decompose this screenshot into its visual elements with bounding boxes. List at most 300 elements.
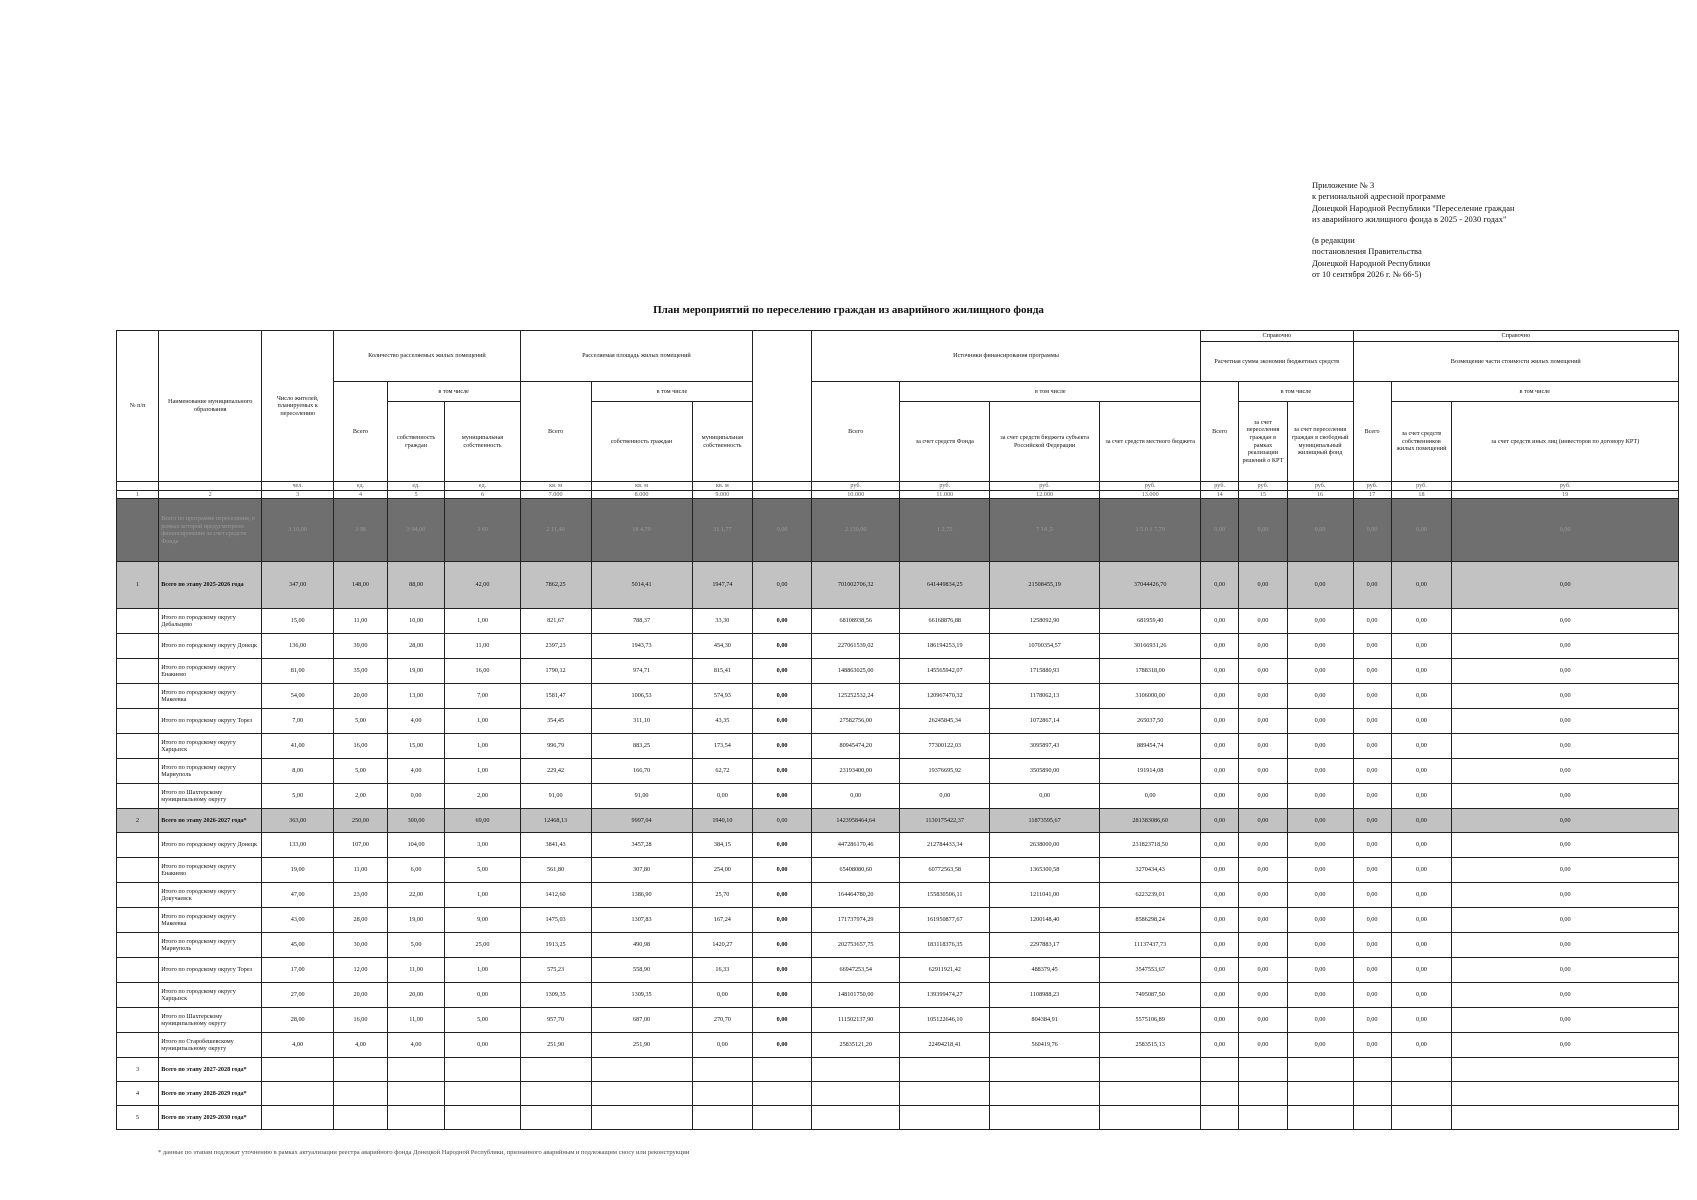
table-cell: 1006,53 xyxy=(591,684,692,709)
table-cell: 0,00 xyxy=(753,809,812,833)
table-cell: 12468,13 xyxy=(520,809,591,833)
footnote: * данные по этапам подлежат уточнению в рамках актуализации реестра аварийного фонда Донецкой Народной Республики, признанного аварийным и подлежащим сносу или реконструкции xyxy=(158,1149,690,1156)
table-cell: 148101750,00 xyxy=(811,983,900,1008)
row-label: Всего по этапу 2026-2027 года* xyxy=(159,809,262,833)
document-title: План мероприятий по переселению граждан из аварийного жилищного фонда xyxy=(653,304,1044,316)
table-cell: 6,00 xyxy=(387,858,445,883)
table-cell: 0,00 xyxy=(1201,784,1239,809)
table-cell: 996,79 xyxy=(520,734,591,759)
table-cell: 5,00 xyxy=(387,933,445,958)
table-cell: 0,00 xyxy=(1353,858,1391,883)
table-cell: 125252532,24 xyxy=(811,684,900,709)
table-cell: 1307,83 xyxy=(591,908,692,933)
table-cell: 12,00 xyxy=(334,958,388,983)
table-cell: 7,00 xyxy=(445,684,520,709)
header-area-owned: собственность граждан xyxy=(591,402,692,482)
column-number-cell: 7.000 xyxy=(520,490,591,499)
header-finance-group: Источники финансирования программы xyxy=(811,331,1200,382)
table-cell: 0,00 xyxy=(753,709,812,734)
table-cell: 148863025,00 xyxy=(811,659,900,684)
table-cell xyxy=(900,1058,990,1082)
empty-stage-row xyxy=(117,1106,1679,1130)
table-cell: 0,00 xyxy=(1391,883,1452,908)
table-cell: 0,00 xyxy=(1452,809,1679,833)
table-cell: 3 60 xyxy=(445,499,520,562)
table-cell xyxy=(1239,1106,1287,1130)
column-number-cell: 6 xyxy=(445,490,520,499)
column-number-cell: 3 xyxy=(262,490,334,499)
table-cell: 212784433,34 xyxy=(900,833,990,858)
table-cell: 0,00 xyxy=(1201,809,1239,833)
header-subject-budget: за счет средств бюджета субъекта Российской Федерации xyxy=(990,402,1100,482)
table-cell xyxy=(334,1082,388,1106)
table-cell: 1943,73 xyxy=(591,634,692,659)
units-cell: руб. xyxy=(1100,482,1201,491)
row-label: Итого по городскому округу Макеевка xyxy=(159,684,262,709)
table-cell: 0,00 xyxy=(1287,983,1353,1008)
table-cell: 120967470,32 xyxy=(900,684,990,709)
table-cell: 1715880,93 xyxy=(990,659,1100,684)
table-cell: 7 14 ,5 xyxy=(990,499,1100,562)
header-calc-krt: за счет переселения граждан в рамках реализации решений о КРТ xyxy=(1239,402,1287,482)
table-cell: 1 2,75 xyxy=(900,499,990,562)
table-cell: 815,41 xyxy=(692,659,753,684)
units-cell: ед. xyxy=(334,482,388,491)
table-cell: 1412,60 xyxy=(520,883,591,908)
row-label: Итого по Шахтерскому муниципальному округу xyxy=(159,784,262,809)
units-cell: руб. xyxy=(1287,482,1353,491)
table-cell: 5,00 xyxy=(334,759,388,784)
table-cell: 16,00 xyxy=(445,659,520,684)
header-row-1 xyxy=(117,331,1679,342)
row-num-cell xyxy=(117,709,159,734)
units-cell: руб. xyxy=(1239,482,1287,491)
grand-total-row xyxy=(117,499,1679,562)
table-cell: 0,00 xyxy=(1287,709,1353,734)
table-cell xyxy=(1100,1058,1201,1082)
table-cell: 5014,41 xyxy=(591,562,692,609)
units-cell: руб. xyxy=(1452,482,1679,491)
table-cell xyxy=(520,1082,591,1106)
table-cell: 2,00 xyxy=(334,784,388,809)
table-cell: 0,00 xyxy=(753,759,812,784)
table-cell: 30166931,26 xyxy=(1100,634,1201,659)
table-cell: 0,00 xyxy=(1391,499,1452,562)
stage-total-row xyxy=(117,809,1679,833)
table-cell: 0,00 xyxy=(1287,933,1353,958)
row-label: Итого по городскому округу Мариуполь xyxy=(159,933,262,958)
table-cell xyxy=(387,1082,445,1106)
table-cell: 23193400,00 xyxy=(811,759,900,784)
table-cell: 0,00 xyxy=(1201,908,1239,933)
header-reimb-investors: за счет средств иных лиц (инвесторов по договору КРТ) xyxy=(1452,402,1679,482)
units-cell: кв. м xyxy=(692,482,753,491)
appendix-note xyxy=(1312,180,1652,280)
units-cell: руб. xyxy=(1353,482,1391,491)
table-cell xyxy=(1353,1082,1391,1106)
table-cell xyxy=(900,1106,990,1130)
column-number-cell: 10.000 xyxy=(811,490,900,499)
table-cell: 173,54 xyxy=(692,734,753,759)
table-cell: 11,00 xyxy=(387,1008,445,1033)
table-cell: 0,00 xyxy=(1287,659,1353,684)
table-cell: 16,00 xyxy=(334,734,388,759)
table-cell: 28,00 xyxy=(262,1008,334,1033)
table-cell: 0,00 xyxy=(1452,1008,1679,1033)
table-cell: 88,00 xyxy=(387,562,445,609)
row-label: Всего по этапу 2027-2028 года* xyxy=(159,1058,262,1082)
table-cell: 0,00 xyxy=(1201,958,1239,983)
table-cell: 0,00 xyxy=(1239,609,1287,634)
header-reimb-total: Всего xyxy=(1353,382,1391,482)
table-cell: 0,00 xyxy=(1239,833,1287,858)
table-cell: 42,00 xyxy=(445,562,520,609)
column-number-cell: 2 xyxy=(159,490,262,499)
table-cell: 0,00 xyxy=(753,933,812,958)
column-number-cell: 14 xyxy=(1201,490,1239,499)
table-cell: 0,00 xyxy=(1239,908,1287,933)
table-cell: 11,00 xyxy=(387,958,445,983)
table-cell: 0,00 xyxy=(1239,499,1287,562)
table-cell: 0,00 xyxy=(1287,634,1353,659)
table-cell: 0,00 xyxy=(1201,983,1239,1008)
table-cell: 0,00 xyxy=(1452,933,1679,958)
table-cell: 1940,10 xyxy=(692,809,753,833)
table-cell: 558,90 xyxy=(591,958,692,983)
table-cell: 3270434,43 xyxy=(1100,858,1201,883)
table-cell xyxy=(692,1058,753,1082)
table-cell: 45,00 xyxy=(262,933,334,958)
table-cell: 0,00 xyxy=(1452,659,1679,684)
table-cell: 0,00 xyxy=(387,784,445,809)
table-cell: 1581,47 xyxy=(520,684,591,709)
table-cell: 957,70 xyxy=(520,1008,591,1033)
table-cell: 0,00 xyxy=(1239,734,1287,759)
table-row xyxy=(117,709,1679,734)
table-cell: 0,00 xyxy=(1287,784,1353,809)
table-cell xyxy=(692,1082,753,1106)
table-cell: 91,00 xyxy=(591,784,692,809)
table-row xyxy=(117,908,1679,933)
column-number-cell: 9.000 xyxy=(692,490,753,499)
table-cell: 1790,12 xyxy=(520,659,591,684)
table-cell xyxy=(1287,1106,1353,1130)
row-num-cell xyxy=(117,958,159,983)
table-cell: 0,00 xyxy=(1452,908,1679,933)
row-label: Всего по этапу 2028-2029 года* xyxy=(159,1082,262,1106)
table-cell: 0,00 xyxy=(1391,784,1452,809)
table-cell: 54,00 xyxy=(262,684,334,709)
table-cell: 0,00 xyxy=(753,958,812,983)
table-cell: 227061539,02 xyxy=(811,634,900,659)
table-cell: 0,00 xyxy=(1353,883,1391,908)
table-cell: 161950877,67 xyxy=(900,908,990,933)
table-cell xyxy=(900,1082,990,1106)
table-cell xyxy=(591,1106,692,1130)
table-cell xyxy=(753,1106,812,1130)
table-cell: 0,00 xyxy=(1391,684,1452,709)
table-cell xyxy=(1452,1106,1679,1130)
table-cell: 3 94,00 xyxy=(387,499,445,562)
table-cell: 0,00 xyxy=(1353,1033,1391,1058)
units-cell: руб. xyxy=(1391,482,1452,491)
header-calc-municipal-fund: за счет переселения граждан в свободный муниципальный жилищный фонд xyxy=(1287,402,1353,482)
table-cell: 347,00 xyxy=(262,562,334,609)
table-cell: 0,00 xyxy=(1239,684,1287,709)
table-cell: 2583515,13 xyxy=(1100,1033,1201,1058)
table-cell: 0,00 xyxy=(1201,883,1239,908)
table-cell: 0,00 xyxy=(692,1033,753,1058)
table-cell: 2 11,40 xyxy=(520,499,591,562)
table-cell: 13,00 xyxy=(387,684,445,709)
table-cell: 0,00 xyxy=(753,634,812,659)
table-cell: 202753657,75 xyxy=(811,933,900,958)
table-cell: 0,00 xyxy=(1452,562,1679,609)
table-cell: 77300122,03 xyxy=(900,734,990,759)
table-cell: 0,00 xyxy=(1353,933,1391,958)
table-cell: 23,00 xyxy=(334,883,388,908)
table-row xyxy=(117,734,1679,759)
resettlement-plan-table xyxy=(116,330,1679,1130)
appendix-line: к региональной адресной программе xyxy=(1312,191,1446,202)
table-cell: 0,00 xyxy=(1287,499,1353,562)
table-cell: 11,00 xyxy=(334,609,388,634)
table-cell: 0,00 xyxy=(1353,983,1391,1008)
table-cell: 43,00 xyxy=(262,908,334,933)
units-cell: руб. xyxy=(1201,482,1239,491)
table-cell: 66947253,54 xyxy=(811,958,900,983)
table-cell: 0,00 xyxy=(1201,562,1239,609)
table-cell: 0,00 xyxy=(1452,609,1679,634)
table-cell: 1309,35 xyxy=(591,983,692,1008)
table-row xyxy=(117,958,1679,983)
table-cell: 0,00 xyxy=(1201,499,1239,562)
table-cell: 311,10 xyxy=(591,709,692,734)
column-number-cell: 12.000 xyxy=(990,490,1100,499)
table-cell: 0,00 xyxy=(1201,734,1239,759)
table-cell: 145565942,07 xyxy=(900,659,990,684)
table-cell: 8586298,24 xyxy=(1100,908,1201,933)
table-cell xyxy=(811,1058,900,1082)
column-number-cell: 15 xyxy=(1239,490,1287,499)
table-cell xyxy=(1353,1058,1391,1082)
header-municipality: Наименование муниципального образования xyxy=(159,331,262,482)
table-cell xyxy=(692,1106,753,1130)
row-label: Итого по городскому округу Мариуполь xyxy=(159,759,262,784)
table-cell: 0,00 xyxy=(1391,709,1452,734)
table-cell xyxy=(387,1106,445,1130)
table-cell: 25,00 xyxy=(445,933,520,958)
table-cell: 0,00 xyxy=(1391,734,1452,759)
column-numbers-row xyxy=(117,490,1679,499)
table-cell: 0,00 xyxy=(1239,983,1287,1008)
table-cell: 133,00 xyxy=(262,833,334,858)
table-cell: 1475,03 xyxy=(520,908,591,933)
table-cell: 0,00 xyxy=(1287,609,1353,634)
edition-line: (в редакции xyxy=(1312,235,1355,246)
table-cell: 0,00 xyxy=(1201,1008,1239,1033)
table-cell: 0,00 xyxy=(1201,659,1239,684)
column-number-cell: 18 xyxy=(1391,490,1452,499)
table-cell: 1,00 xyxy=(445,759,520,784)
table-cell: 821,67 xyxy=(520,609,591,634)
table-cell: 0,00 xyxy=(1353,809,1391,833)
table-cell: 1,00 xyxy=(445,709,520,734)
table-cell: 26245845,34 xyxy=(900,709,990,734)
edition-line: Донецкой Народной Республики xyxy=(1312,257,1431,268)
table-cell: 66168876,88 xyxy=(900,609,990,634)
table-cell: 0,00 xyxy=(1201,759,1239,784)
table-cell: 35,00 xyxy=(334,659,388,684)
table-cell: 69,00 xyxy=(445,809,520,833)
table-cell: 0,00 xyxy=(1239,659,1287,684)
table-cell: 155830506,11 xyxy=(900,883,990,908)
table-cell: 0,00 xyxy=(1287,809,1353,833)
units-row xyxy=(117,482,1679,491)
appendix-line: из аварийного жилищного фонда в 2025 - 2030 годах" xyxy=(1312,213,1507,224)
table-cell: 1365300,58 xyxy=(990,858,1100,883)
table-cell: 701002706,32 xyxy=(811,562,900,609)
table-cell xyxy=(445,1082,520,1106)
table-cell: 68108938,56 xyxy=(811,609,900,634)
table-cell: 43,35 xyxy=(692,709,753,734)
table-cell: 300,00 xyxy=(387,809,445,833)
units-cell xyxy=(117,482,159,491)
table-cell: 15,00 xyxy=(387,734,445,759)
table-cell: 7495087,50 xyxy=(1100,983,1201,1008)
table-cell: 11873595,67 xyxy=(990,809,1100,833)
table-cell xyxy=(990,1106,1100,1130)
table-cell: 0,00 xyxy=(445,983,520,1008)
table-row xyxy=(117,983,1679,1008)
table-cell: 2638000,00 xyxy=(990,833,1100,858)
table-cell: 0,00 xyxy=(753,1008,812,1033)
row-label: Итого по городскому округу Харцызск xyxy=(159,983,262,1008)
row-num-cell xyxy=(117,1033,159,1058)
table-cell: 1178062,13 xyxy=(990,684,1100,709)
table-cell: 2297883,17 xyxy=(990,933,1100,958)
table-row xyxy=(117,609,1679,634)
table-cell: 1423958464,64 xyxy=(811,809,900,833)
table-cell: 3106000,00 xyxy=(1100,684,1201,709)
table-cell: 0,00 xyxy=(1239,883,1287,908)
table-cell xyxy=(520,1058,591,1082)
table-cell: 3547553,67 xyxy=(1100,958,1201,983)
units-cell: ед. xyxy=(445,482,520,491)
table-cell: 0,00 xyxy=(1287,759,1353,784)
table-cell: 641449834,25 xyxy=(900,562,990,609)
table-cell xyxy=(1452,1082,1679,1106)
header-count-group: Количество расселяемых жилых помещений xyxy=(334,331,520,382)
units-cell: чел. xyxy=(262,482,334,491)
table-cell: 254,00 xyxy=(692,858,753,883)
row-label: Всего по этапу 2029-2030 года* xyxy=(159,1106,262,1130)
table-cell: 0,00 xyxy=(990,784,1100,809)
table-cell xyxy=(1353,1106,1391,1130)
table-cell: 0,00 xyxy=(1287,562,1353,609)
table-cell: 560419,76 xyxy=(990,1033,1100,1058)
column-number-cell: 4 xyxy=(334,490,388,499)
table-cell: 0,00 xyxy=(1353,659,1391,684)
header-finance-total: Всего xyxy=(811,382,900,482)
table-cell: 889454,74 xyxy=(1100,734,1201,759)
header-area-total: Всего xyxy=(520,382,591,482)
table-cell: 307,80 xyxy=(591,858,692,883)
table-cell xyxy=(990,1082,1100,1106)
table-cell: 3457,28 xyxy=(591,833,692,858)
table-cell xyxy=(262,1082,334,1106)
units-cell: руб. xyxy=(811,482,900,491)
table-cell: 0,00 xyxy=(1391,933,1452,958)
table-cell: 20,00 xyxy=(334,684,388,709)
table-cell: 447286170,46 xyxy=(811,833,900,858)
table-cell xyxy=(753,1082,812,1106)
row-num-cell xyxy=(117,983,159,1008)
table-cell: 0,00 xyxy=(1452,858,1679,883)
header-calc-group: Расчетная сумма экономии бюджетных средств xyxy=(1201,342,1353,382)
table-cell: 10700354,57 xyxy=(990,634,1100,659)
row-num-cell xyxy=(117,933,159,958)
table-cell: 0,00 xyxy=(1452,734,1679,759)
row-num-cell xyxy=(117,1008,159,1033)
row-label: Итого по городскому округу Торез xyxy=(159,958,262,983)
header-fund: за счет средств Фонда xyxy=(900,402,990,482)
table-cell: 19,00 xyxy=(387,908,445,933)
table-cell: 1108988,23 xyxy=(990,983,1100,1008)
row-num-cell xyxy=(117,759,159,784)
table-row xyxy=(117,833,1679,858)
table-row xyxy=(117,858,1679,883)
table-cell: 5,00 xyxy=(445,858,520,883)
row-num-cell: 4 xyxy=(117,1082,159,1106)
table-cell: 20,00 xyxy=(387,983,445,1008)
table-cell xyxy=(334,1058,388,1082)
row-label: Итого по городскому округу Дебальцево xyxy=(159,609,262,634)
table-cell: 17,00 xyxy=(262,958,334,983)
row-num-cell xyxy=(117,734,159,759)
column-number-cell: 19 xyxy=(1452,490,1679,499)
table-cell: 574,93 xyxy=(692,684,753,709)
table-cell: 0,00 xyxy=(753,659,812,684)
appendix-line: Приложение № 3 xyxy=(1312,180,1375,190)
table-cell: 0,00 xyxy=(1391,983,1452,1008)
units-cell: кв. м xyxy=(591,482,692,491)
table-cell: 2397,23 xyxy=(520,634,591,659)
table-cell: 39,00 xyxy=(334,634,388,659)
table-cell: 11,00 xyxy=(445,634,520,659)
units-cell: ед. xyxy=(387,482,445,491)
table-cell: 0,00 xyxy=(1287,1008,1353,1033)
table-cell: 0,00 xyxy=(1287,734,1353,759)
table-cell: 0,00 xyxy=(1391,1033,1452,1058)
table-cell: 1947,74 xyxy=(692,562,753,609)
table-cell xyxy=(1201,1106,1239,1130)
table-cell: 1420,27 xyxy=(692,933,753,958)
table-cell: 0,00 xyxy=(753,609,812,634)
table-row xyxy=(117,1033,1679,1058)
row-num-cell xyxy=(117,684,159,709)
row-label: Итого по городскому округу Донецк xyxy=(159,634,262,659)
table-cell: 0,00 xyxy=(1353,562,1391,609)
row-num-cell xyxy=(117,883,159,908)
table-cell: 6223239,01 xyxy=(1100,883,1201,908)
table-cell: 0,00 xyxy=(1201,634,1239,659)
header-count-municipal: муниципальная собственность xyxy=(445,402,520,482)
table-cell: 0,00 xyxy=(1391,562,1452,609)
table-cell: 9,00 xyxy=(445,908,520,933)
table-cell: 0,00 xyxy=(692,784,753,809)
table-cell: 4,00 xyxy=(387,709,445,734)
